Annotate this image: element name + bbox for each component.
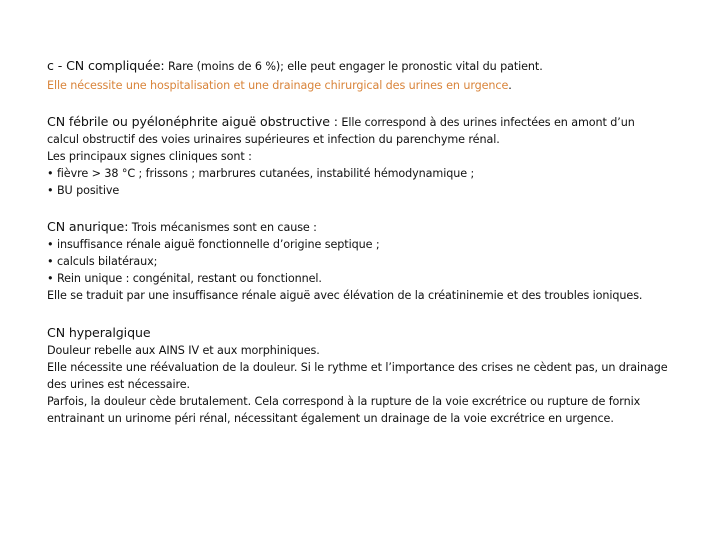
febrile-heading-line [47, 113, 697, 131]
section-cn-hyperalgique [47, 324, 697, 427]
anurique-line-4: Elle se traduit par une insuffisance rénale aiguë avec élévation de la créatininemie et des troubles ioniques. [47, 289, 643, 302]
compliquee-heading-rest: Rare (moins de 6 %); elle peut engager le pronostic vital du patient. [164, 60, 543, 73]
section-cn-anurique [47, 218, 697, 304]
compliquee-orange-end: . [508, 79, 512, 92]
anurique-heading-rest: Trois mécanismes sont en cause : [128, 221, 317, 234]
hyperalgique-line-1: Douleur rebelle aux AINS IV et aux morphiniques. [47, 344, 320, 357]
hyperalgique-heading-line [47, 324, 697, 342]
compliquee-heading: c - CN compliquée: [47, 58, 165, 73]
hyperalgique-line-3: des urines est nécessaire. [47, 378, 191, 391]
compliquee-orange-line [47, 77, 697, 94]
febrile-line-2: Les principaux signes cliniques sont : [47, 150, 252, 163]
section-cn-compliquee [47, 57, 697, 94]
febrile-line-3: • fièvre > 38 °C ; frissons ; marbrures cutanées, instabilité hémodynamique ; [47, 167, 475, 180]
compliquee-orange-text: Elle nécessite une hospitalisation et une drainage chirurgical des urines en urgence [47, 79, 509, 92]
febrile-heading: CN fébrile ou pyélonéphrite aiguë obstructive : [47, 114, 338, 129]
anurique-line-2: • calculs bilatéraux; [47, 255, 158, 268]
anurique-line-1: • insuffisance rénale aiguë fonctionnelle d’origine septique ; [47, 238, 380, 251]
hyperalgique-heading: CN hyperalgique [47, 325, 151, 340]
anurique-heading-line [47, 218, 697, 236]
hyperalgique-line-5: entrainant un urinome péri rénal, nécessitant également un drainage de la voie excrétrice en urgence. [47, 412, 614, 425]
febrile-line-4: • BU positive [47, 184, 120, 197]
compliquee-heading-line [47, 57, 697, 75]
hyperalgique-line-2: Elle nécessite une réévaluation de la douleur. Si le rythme et l’importance des crises ne cèdent pas, un drainage [47, 361, 668, 374]
anurique-heading: CN anurique: [47, 219, 129, 234]
febrile-line-1: calcul obstructif des voies urinaires supérieures et infection du parenchyme rénal. [47, 133, 500, 146]
hyperalgique-line-4: Parfois, la douleur cède brutalement. Cela correspond à la rupture de la voie excrétrice ou rupture de fornix [47, 395, 641, 408]
febrile-heading-rest: Elle correspond à des urines infectées en amont d’un [337, 116, 635, 129]
section-cn-febrile [47, 113, 697, 199]
anurique-line-3: • Rein unique : congénital, restant ou fonctionnel. [47, 272, 322, 285]
